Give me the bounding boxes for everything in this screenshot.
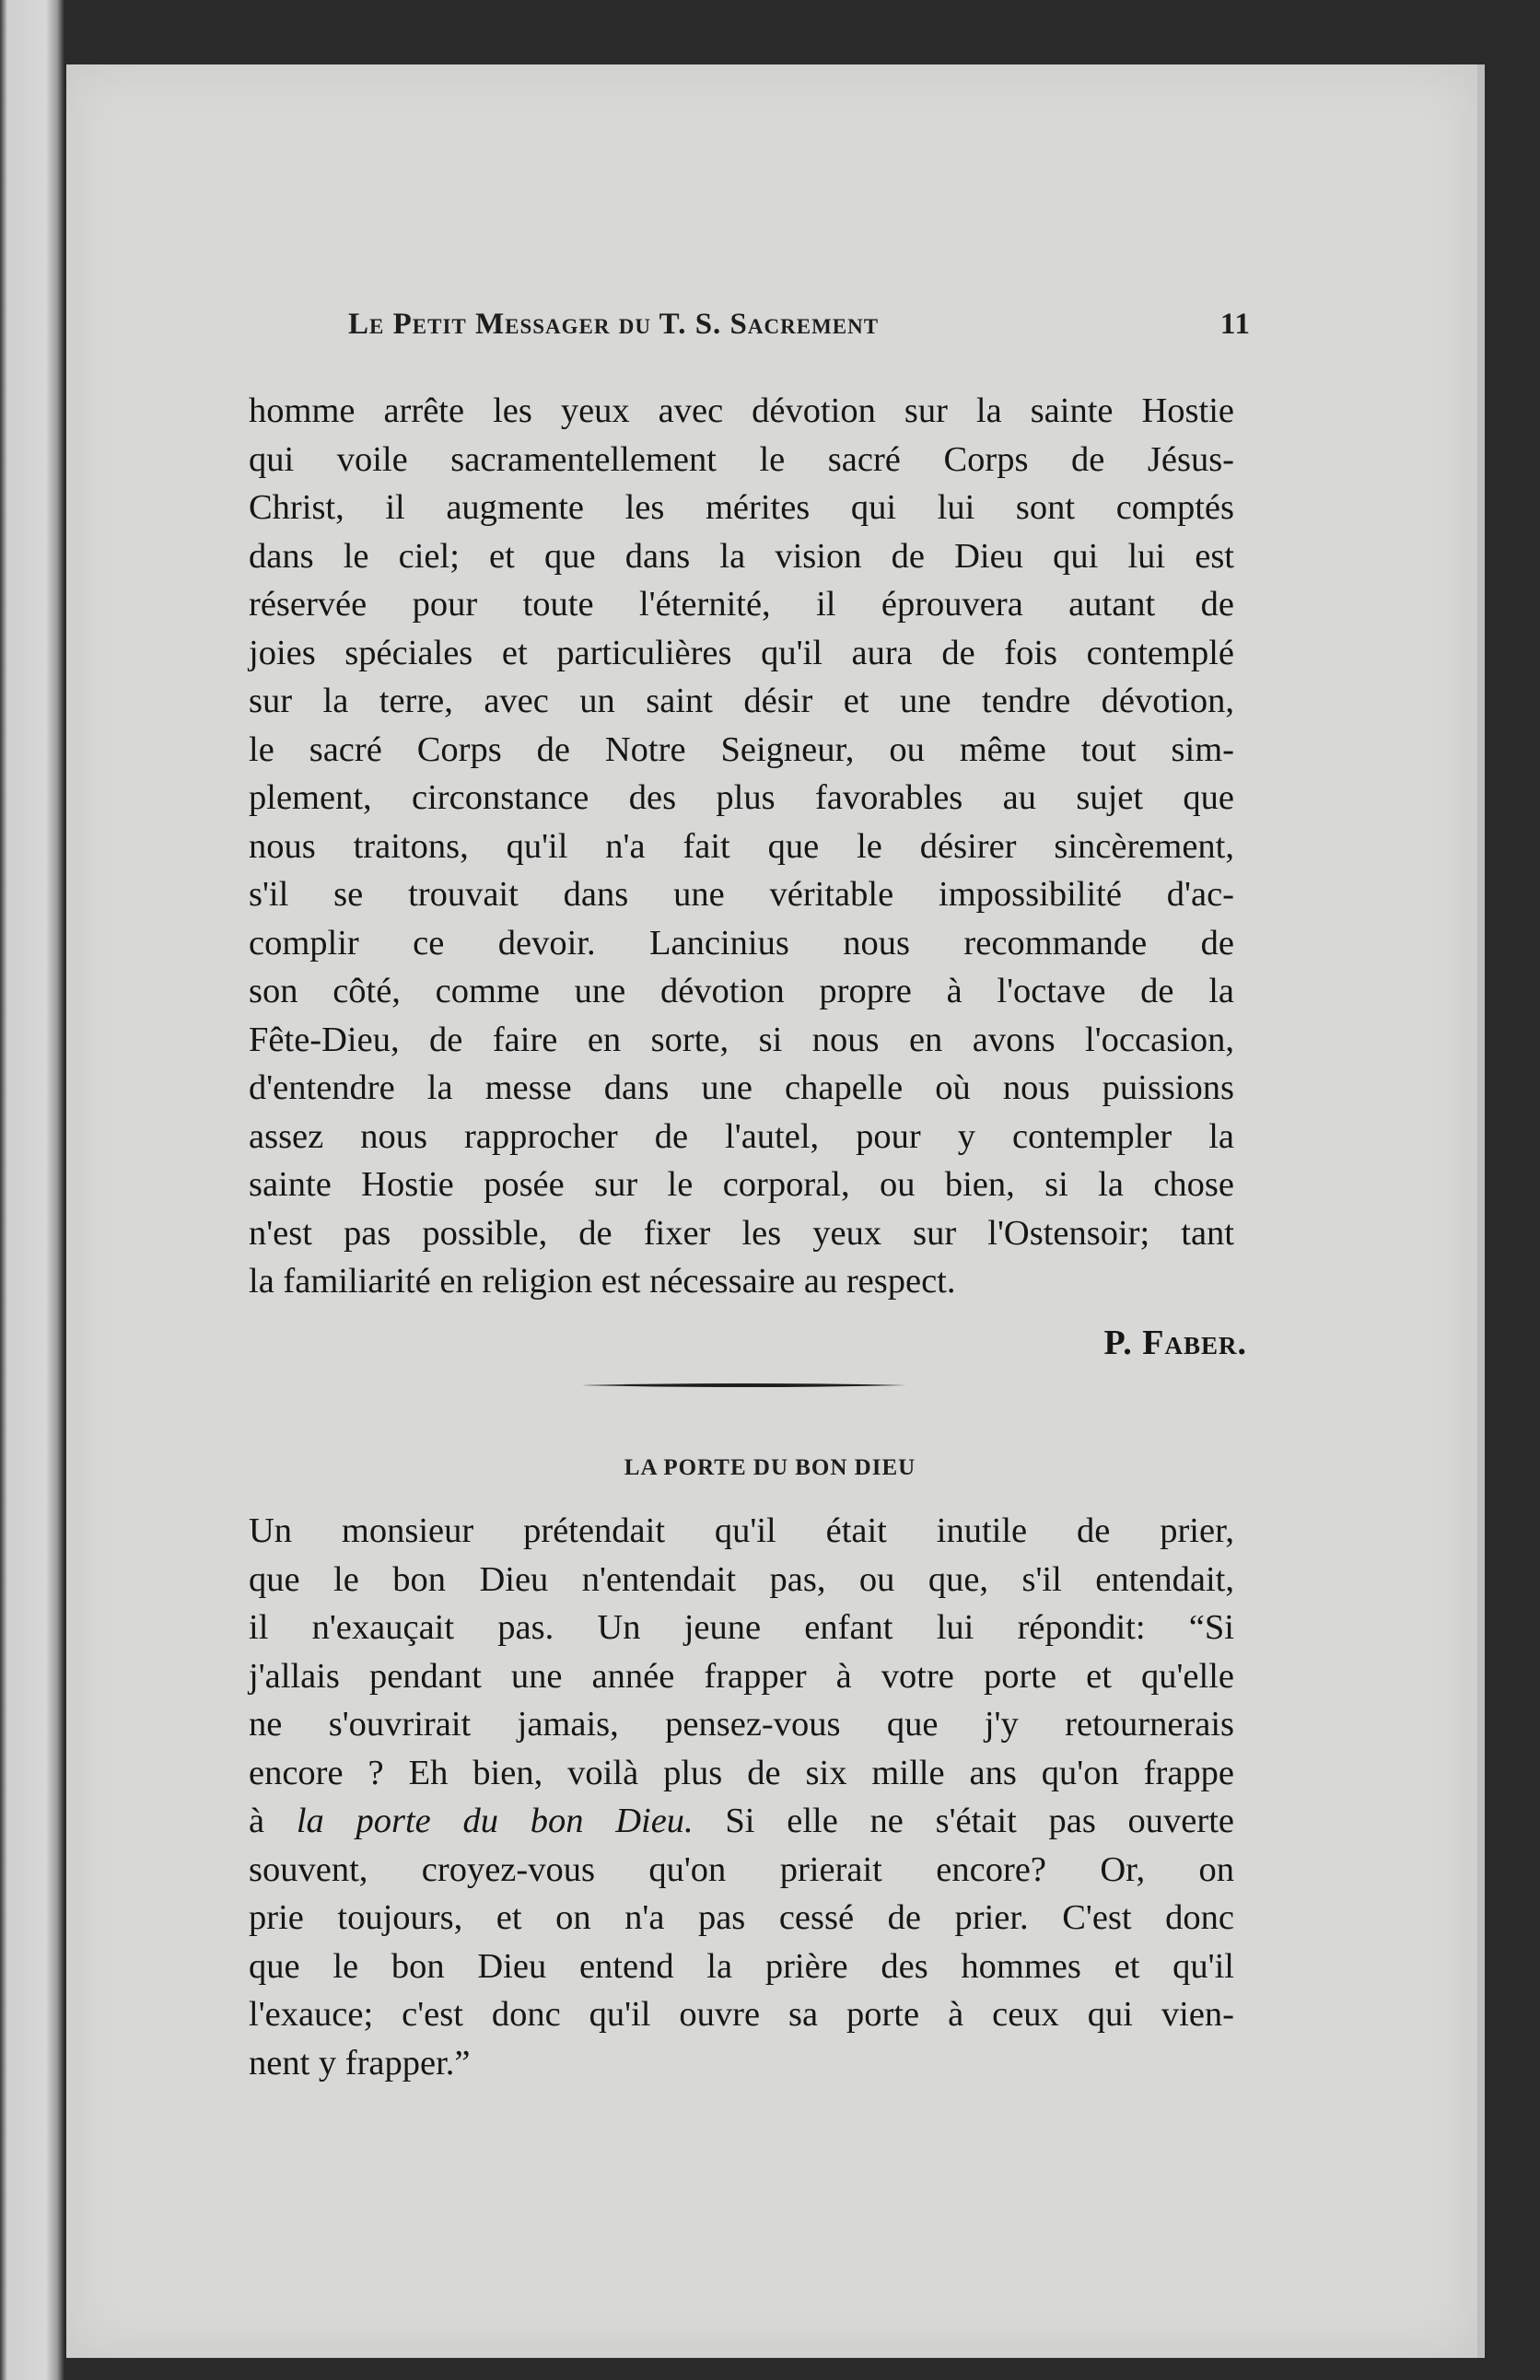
text-line: il n'exauçait pas. Un jeune enfant lui répondit: “Si: [249, 1608, 1234, 1647]
text-line: le sacré Corps de Notre Seigneur, ou même tout sim-: [249, 729, 1234, 769]
text-line: réservée pour toute l'éternité, il éprouvera autant de: [249, 585, 1234, 624]
text-line: Fête-Dieu, de faire en sorte, si nous en avons l'occasion,: [249, 1020, 1234, 1059]
page-number: 11: [1219, 308, 1251, 341]
text-line: encore ? Eh bien, voilà plus de six mille ans qu'on frappe: [249, 1753, 1234, 1792]
paragraph-porte-du-bon-dieu: [249, 1507, 1234, 2087]
author-signature: P. Faber.: [1103, 1324, 1247, 1362]
text-line: souvent, croyez-vous qu'on prierait encore? Or, on: [249, 1849, 1234, 1889]
text-line: qui voile sacramentellement le sacré Corps de Jésus-: [249, 439, 1234, 479]
text-line: son côté, comme une dévotion propre à l'octave de la: [249, 972, 1234, 1010]
section-separator: [582, 1382, 906, 1389]
section-title: LA PORTE DU BON DIEU: [624, 1455, 916, 1480]
text-line: plement, circonstance des plus favorables au sujet que: [249, 778, 1234, 817]
text-line: Un monsieur prétendait qu'il était inutile de prier,: [249, 1511, 1234, 1550]
running-header: [348, 308, 1251, 352]
text-line: Christ, il augmente les mérites qui lui sont comptés: [249, 488, 1234, 527]
text-fragment: Si elle ne s'était pas ouverte: [693, 1802, 1235, 1840]
italic-phrase: la porte du bon Dieu.: [296, 1802, 694, 1840]
paragraph-faber-quote: [249, 387, 1234, 1306]
text-line: n'est pas possible, de fixer les yeux sur l'Ostensoir; tant: [249, 1213, 1234, 1253]
text-line: dans le ciel; et que dans la vision de Dieu qui lui est: [249, 536, 1234, 576]
text-line: homme arrête les yeux avec dévotion sur la sainte Hostie: [249, 391, 1234, 430]
text-line: d'entendre la messe dans une chapelle où nous puissions: [249, 1068, 1234, 1107]
text-line: prie toujours, et on n'a pas cessé de prier. C'est donc: [249, 1898, 1234, 1937]
text-line: nent y frapper.”: [249, 2043, 471, 2082]
text-line: sainte Hostie posée sur le corporal, ou bien, si la chose: [249, 1165, 1234, 1204]
text-line: ne s'ouvrirait jamais, pensez-vous que j'y retournerais: [249, 1705, 1234, 1744]
text-line: s'il se trouvait dans une véritable impossibilité d'ac-: [249, 875, 1234, 914]
adjacent-page-edge: [0, 0, 64, 2380]
text-line: assez nous rapprocher de l'autel, pour y contempler la: [249, 1116, 1234, 1156]
text-line: [249, 1797, 1234, 1846]
text-line: l'exauce; c'est donc qu'il ouvre sa porte à ceux qui vien-: [249, 1995, 1234, 2034]
text-line: que le bon Dieu n'entendait pas, ou que, s'il entendait,: [249, 1559, 1234, 1599]
text-line: nous traitons, qu'il n'a fait que le désirer sincèrement,: [249, 826, 1234, 866]
text-line: sur la terre, avec un saint désir et une tendre dévotion,: [249, 682, 1234, 720]
text-fragment: à: [249, 1802, 297, 1840]
text-line: joies spéciales et particulières qu'il aura de fois contemplé: [249, 633, 1234, 672]
page-edge: [1477, 64, 1485, 2358]
text-line: que le bon Dieu entend la prière des hommes et qu'il: [249, 1946, 1234, 1986]
text-line: j'allais pendant une année frapper à votre porte et qu'elle: [249, 1656, 1234, 1696]
text-line: complir ce devoir. Lancinius nous recommande de: [249, 923, 1234, 962]
running-title: Le Petit Messager du T. S. Sacrement: [348, 308, 880, 341]
text-line: la familiarité en religion est nécessaire au respect.: [249, 1262, 956, 1301]
